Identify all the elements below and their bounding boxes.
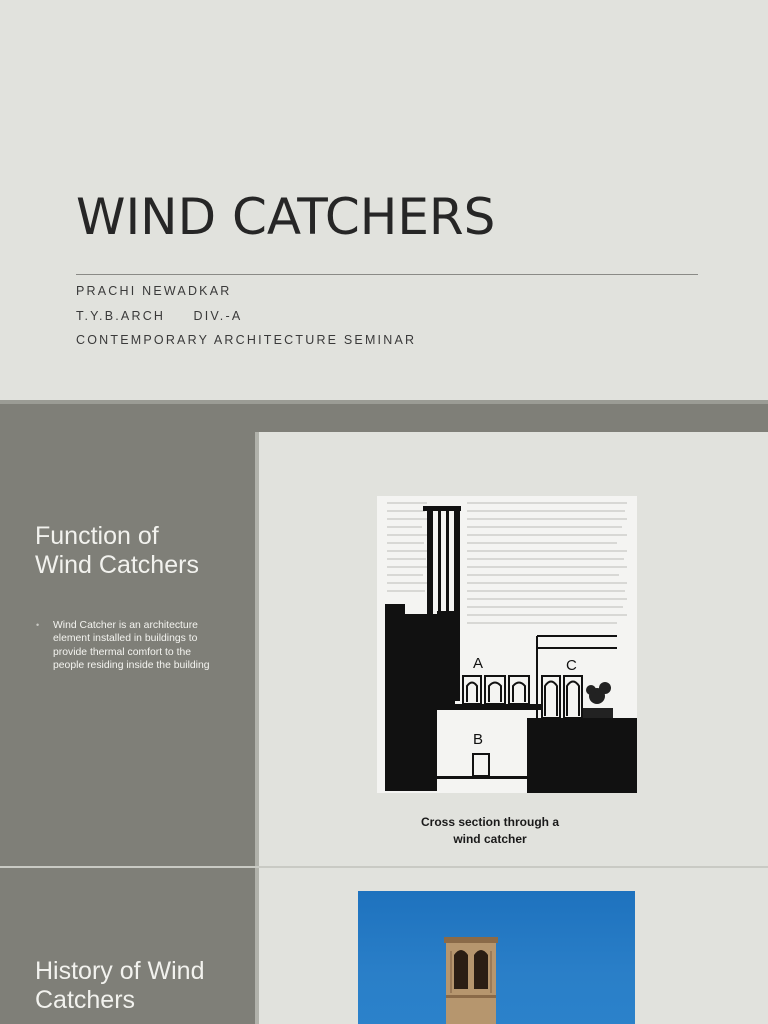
function-heading-line2: Wind Catchers — [35, 551, 199, 579]
function-bullet: • Wind Catcher is an architecture element installed in buildings to provide thermal comfort to the people residing inside the building — [36, 619, 216, 672]
function-side-panel — [0, 432, 255, 866]
seminar-name: CONTEMPORARY ARCHITECTURE SEMINAR — [76, 333, 417, 347]
history-slide — [0, 866, 768, 1024]
label-a: A — [473, 655, 484, 672]
slide-separator — [0, 400, 768, 432]
presentation-title: WIND CATCHERS — [76, 188, 496, 246]
section-drawing-svg — [377, 496, 637, 793]
history-heading — [35, 957, 204, 1015]
title-divider — [76, 274, 698, 275]
function-bullet-list — [36, 619, 216, 672]
label-b: B — [473, 731, 484, 748]
author-name: PRACHI NEWADKAR — [76, 284, 232, 298]
wind-tower-photo — [358, 891, 635, 1024]
function-slide — [0, 432, 768, 866]
wind-catcher-section-drawing — [377, 496, 637, 793]
function-heading — [35, 522, 199, 580]
history-heading-line2: Catchers — [35, 986, 136, 1014]
history-heading-line1: History of Wind — [35, 957, 205, 985]
class-division: T.Y.B.ARCH DIV.-A — [76, 309, 243, 323]
figure-caption: Cross section through a wind catcher — [420, 815, 560, 846]
wind-tower-photo-svg — [358, 891, 635, 1024]
label-c: C — [566, 657, 577, 674]
function-heading-line1: Function of — [35, 522, 159, 550]
history-side-panel — [0, 868, 255, 1024]
title-slide — [0, 0, 768, 400]
